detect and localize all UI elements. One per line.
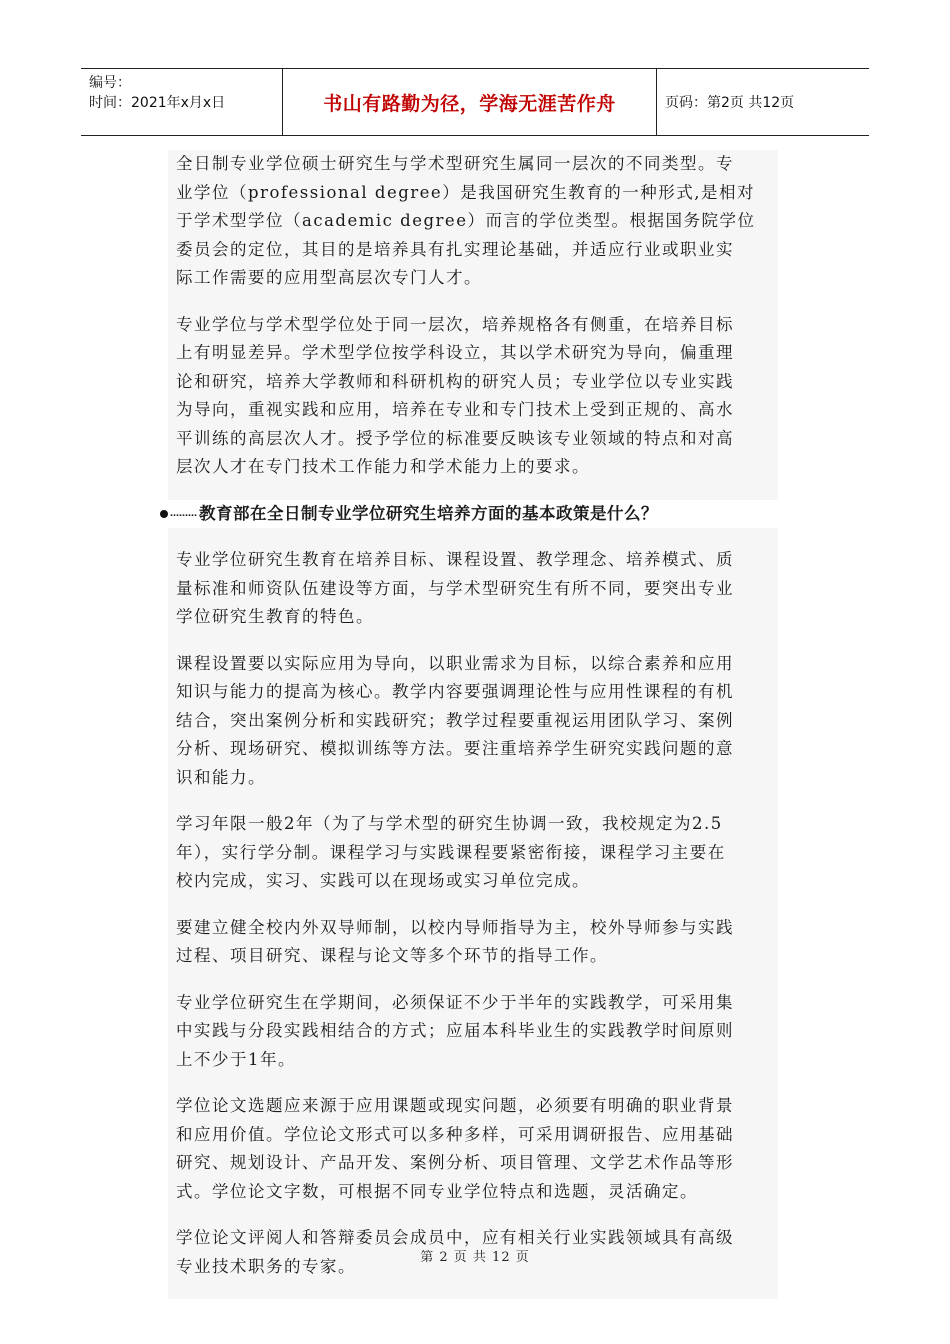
text-line: 结合，突出案例分析和实践研究；教学过程要重视运用团队学习、案例	[176, 710, 734, 730]
text-line: 专业学位研究生在学期间，必须保证不少于半年的实践教学，可采用集	[176, 992, 734, 1012]
heading-text: 教育部在全日制专业学位研究生培养方面的基本政策是什么？	[199, 503, 658, 523]
text-line: 上不少于1年。	[176, 1049, 296, 1069]
time-label: 时间：2021年x月x日	[89, 95, 226, 111]
text-line: 校内完成，实习、实践可以在现场或实习单位完成。	[176, 871, 590, 890]
text-line: 学习年限一般2年（为了与学术型的研究生协调一致，我校规定为2.5	[176, 814, 723, 833]
text-line: 知识与能力的提高为核心。教学内容要强调理论性与应用性课程的有机	[176, 682, 734, 701]
text-line: 平训练的高层次人才。授予学位的标准要反映该专业领域的特点和对高	[176, 428, 734, 448]
text-line: 全日制专业学位硕士研究生与学术型研究生属同一层次的不同类型。专	[176, 154, 734, 173]
text-line: 际工作需要的应用型高层次专门人才。	[176, 268, 482, 287]
header-meta	[81, 69, 283, 135]
text-line: 专业学位与学术型学位处于同一层次，培养规格各有侧重，在培养目标	[176, 314, 734, 334]
intro-paragraphs	[168, 150, 778, 482]
text-line: 上有明显差异。学术型学位按学科设立，其以学术研究为导向，偏重理	[176, 343, 734, 362]
text-line: 分析、现场研究、模拟训练等方法。要注重培养学生研究实践问题的意	[176, 739, 734, 758]
paragraph	[168, 810, 778, 896]
text-line: 过程、项目研究、课程与论文等多个环节的指导工作。	[176, 946, 608, 965]
text-line: 中实践与分段实践相结合的方式；应届本科毕业生的实践教学时间原则	[176, 1021, 734, 1040]
text-line: 研究、规划设计、产品开发、案例分析、项目管理、文学艺术作品等形	[176, 1153, 734, 1172]
header-motto-cell	[283, 69, 657, 135]
paragraph	[168, 150, 778, 293]
text-line: 专业技术职务的专家。	[176, 1256, 356, 1276]
text-line: 于学术型学位（academic degree）而言的学位类型。根据国务院学位	[176, 211, 756, 230]
section-heading	[160, 500, 778, 529]
text-line: 识和能力。	[176, 767, 266, 787]
bullet-icon	[160, 510, 168, 518]
text-line: 业学位（professional degree）是我国研究生教育的一种形式,是相对	[176, 182, 755, 202]
text-line: 课程设置要以实际应用为导向，以职业需求为目标，以综合素养和应用	[176, 653, 734, 673]
paragraph	[168, 989, 778, 1075]
text-line: 学位论文评阅人和答辩委员会成员中，应有相关行业实践领域具有高级	[176, 1228, 734, 1247]
paragraph	[168, 914, 778, 971]
text-line: 专业学位研究生教育在培养目标、课程设置、教学理念、培养模式、质	[176, 550, 734, 569]
text-line: 年），实行学分制。课程学习与实践课程要紧密衔接，课程学习主要在	[176, 842, 726, 862]
text-line: 为导向，重视实践和应用，培养在专业和专门技术上受到正规的、高水	[176, 400, 734, 419]
header-page-cell	[657, 69, 869, 135]
document-body	[168, 150, 778, 1299]
text-line: 和应用价值。学位论文形式可以多种多样，可采用调研报告、应用基础	[176, 1124, 734, 1144]
text-line: 量标准和师资队伍建设等方面，与学术型研究生有所不同，要突出专业	[176, 578, 734, 598]
page-header	[81, 68, 869, 136]
text-line: 学位研究生教育的特色。	[176, 607, 374, 626]
text-line: 委员会的定位，其目的是培养具有扎实理论基础，并适应行业或职业实	[176, 239, 734, 259]
paragraph	[168, 311, 778, 482]
page-label: 页码：第2页 共12页	[665, 95, 795, 111]
text-line: 层次人才在专门技术工作能力和学术能力上的要求。	[176, 457, 590, 476]
policy-paragraphs	[168, 546, 778, 1281]
motto: 书山有路勤为径，学海无涯苦作舟	[323, 92, 616, 115]
paragraph	[168, 1092, 778, 1206]
text-line: 学位论文选题应来源于应用课题或现实问题，必须要有明确的职业背景	[176, 1096, 734, 1115]
text-line: 式。学位论文字数，可根据不同专业学位特点和选题，灵活确定。	[176, 1181, 698, 1201]
leader-dots: ………	[170, 509, 197, 519]
page-footer: 第 2 页 共 12 页	[420, 1250, 530, 1265]
text-line: 论和研究，培养大学教师和科研机构的研究人员；专业学位以专业实践	[176, 371, 734, 391]
number-label: 编号：	[89, 75, 131, 91]
paragraph	[168, 546, 778, 632]
paragraph	[168, 650, 778, 793]
text-line: 要建立健全校内外双导师制，以校内导师指导为主，校外导师参与实践	[176, 917, 734, 937]
